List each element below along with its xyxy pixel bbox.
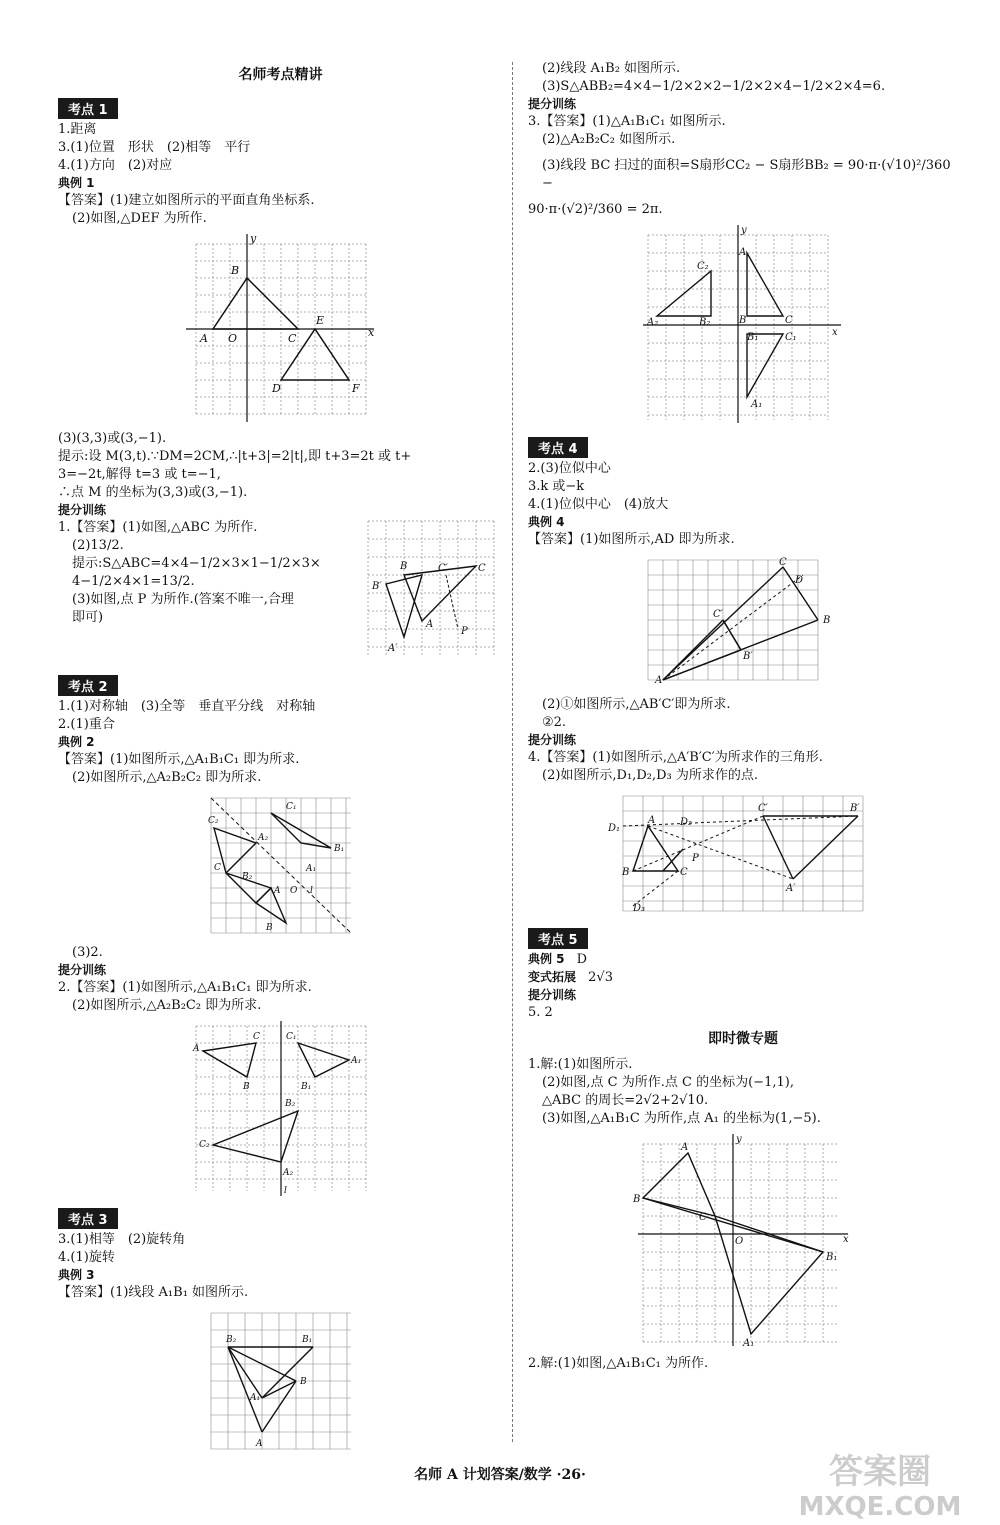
svg-text:D: D xyxy=(271,382,281,395)
svg-text:x: x xyxy=(367,326,374,339)
example-2-label: 典例 2 xyxy=(58,735,95,749)
kaodian-2-badge: 考点 2 xyxy=(58,675,118,696)
svg-text:A₁: A₁ xyxy=(249,1393,260,1403)
figure-topic-grid xyxy=(633,1134,853,1349)
train1-line: 1.【答案】(1)如图,△ABC 为所作. xyxy=(58,520,258,535)
svg-text:B₁: B₁ xyxy=(826,1252,838,1263)
example-4-label: 典例 4 xyxy=(528,515,565,529)
kd1-after-line: (3)(3,3)或(3,−1). xyxy=(58,431,167,446)
svg-text:C: C xyxy=(252,1032,260,1042)
figure-ex3-grid xyxy=(206,1308,356,1458)
ex2-answer-line: 【答案】(1)如图所示,△A₁B₁C₁ 即为所求. xyxy=(58,752,300,767)
svg-text:B: B xyxy=(400,561,408,572)
svg-text:A: A xyxy=(192,1044,199,1054)
example-1-label: 典例 1 xyxy=(58,176,95,190)
svg-text:C₁: C₁ xyxy=(285,802,296,812)
svg-text:A₂: A₂ xyxy=(282,1168,293,1178)
example-5-answer: D xyxy=(576,952,588,967)
svg-text:A₁: A₁ xyxy=(751,399,763,410)
ex4-after-line: (2)①如图所示,△AB′C′即为所求. xyxy=(542,697,731,712)
svg-text:D₃: D₃ xyxy=(633,903,646,914)
svg-text:C₂: C₂ xyxy=(198,1140,209,1150)
kaodian-1-badge: 考点 1 xyxy=(58,98,118,119)
topic-last-line: 2.解:(1)如图,△A₁B₁C₁ 为所作. xyxy=(528,1356,709,1371)
svg-text:B₁: B₁ xyxy=(300,1082,311,1092)
svg-text:C: C xyxy=(785,315,793,326)
svg-text:C: C xyxy=(779,557,787,568)
svg-text:C: C xyxy=(699,1212,707,1223)
kd1-line: 1.距离 xyxy=(58,122,97,137)
svg-text:C₁: C₁ xyxy=(785,332,797,343)
svg-text:B: B xyxy=(299,1377,307,1387)
svg-text:A₂: A₂ xyxy=(257,833,268,843)
page-title: 名师考点精讲 xyxy=(238,67,323,83)
train-label: 提分训练 xyxy=(528,988,577,1002)
ex4-after-line: ②2. xyxy=(542,715,567,730)
kd1-after-line: ∴点 M 的坐标为(3,3)或(3,−1). xyxy=(58,485,248,500)
svg-text:B₁: B₁ xyxy=(333,844,344,854)
svg-text:B′: B′ xyxy=(372,581,382,592)
svg-text:A: A xyxy=(255,1439,262,1449)
example-5-label: 典例 5 xyxy=(528,952,565,966)
svg-text:E: E xyxy=(315,314,324,327)
topic-title: 即时微专题 xyxy=(708,1031,778,1047)
svg-text:B₂: B₂ xyxy=(284,1099,295,1109)
kd4-line: 2.(3)位似中心 xyxy=(528,461,611,476)
ex2-after: (3)2. xyxy=(72,945,103,960)
svg-text:l: l xyxy=(283,1186,287,1196)
kd4-line: 3.k 或−k xyxy=(528,479,585,494)
figure-train4-grid xyxy=(608,791,878,916)
kaodian-4-badge: 考点 4 xyxy=(528,437,588,458)
svg-text:B: B xyxy=(823,615,831,626)
train-label: 提分训练 xyxy=(58,503,107,517)
figure-ex4-grid xyxy=(643,555,843,690)
svg-text:y: y xyxy=(741,225,747,236)
svg-text:A₁: A₁ xyxy=(305,864,316,874)
svg-text:C₁: C₁ xyxy=(285,1032,296,1042)
svg-text:B₁: B₁ xyxy=(747,332,759,343)
kaodian-3-badge: 考点 3 xyxy=(58,1208,118,1229)
svg-text:A: A xyxy=(426,619,434,630)
svg-text:A: A xyxy=(739,247,747,258)
svg-text:y: y xyxy=(736,1134,742,1145)
svg-text:A: A xyxy=(199,332,208,345)
svg-text:C₂: C₂ xyxy=(697,261,709,272)
right-column xyxy=(528,60,958,1373)
right-top-line: (3)S△ABB₂=4×4−1/2×2×2−1/2×2×4−1/2×2×4=6. xyxy=(542,79,886,94)
svg-text:B: B xyxy=(230,264,239,277)
ex1-answer-line: 【答案】(1)建立如图所示的平面直角坐标系. xyxy=(58,193,315,208)
kd3-line: 3.(1)相等 (2)旋转角 xyxy=(58,1232,186,1247)
svg-text:B₂: B₂ xyxy=(241,872,252,882)
right-top-line: (2)线段 A₁B₂ 如图所示. xyxy=(542,61,681,76)
example-3-label: 典例 3 xyxy=(58,1268,95,1282)
train-label: 提分训练 xyxy=(58,963,107,977)
svg-text:O: O xyxy=(227,332,237,345)
svg-text:A: A xyxy=(681,1142,689,1153)
ex4-answer-line: 【答案】(1)如图所示,AD 即为所求. xyxy=(528,532,735,547)
svg-text:P: P xyxy=(461,626,468,637)
train2-line: (2)如图所示,△A₂B₂C₂ 即为所求. xyxy=(72,998,262,1013)
svg-text:l: l xyxy=(309,886,313,896)
svg-text:A′: A′ xyxy=(388,643,398,654)
svg-text:D₁: D₁ xyxy=(608,823,621,834)
train4-line: (2)如图所示,D₁,D₂,D₃ 为所求作的点. xyxy=(542,768,758,783)
watermark-logo xyxy=(780,1445,980,1520)
kd4-line: 4.(1)位似中心 (4)放大 xyxy=(528,497,669,512)
svg-text:A: A xyxy=(273,886,280,896)
svg-text:B: B xyxy=(265,923,273,933)
svg-text:C: C xyxy=(680,867,688,878)
train5-answer: 5. 2 xyxy=(528,1005,553,1020)
figure-ex2-grid xyxy=(206,793,356,938)
svg-text:B′: B′ xyxy=(743,651,753,662)
train1-line: 即可) xyxy=(72,610,104,625)
svg-text:D: D xyxy=(795,575,804,586)
kd2-line: 1.(1)对称轴 (3)全等 垂直平分线 对称轴 xyxy=(58,699,316,714)
kd1-after-line: 提示:设 M(3,t).∵DM=2CM,∴|t+3|=2|t|,即 t+3=2t 或 t+ xyxy=(58,449,412,464)
topic-line: 1.解:(1)如图所示. xyxy=(528,1057,633,1072)
svg-text:x: x xyxy=(843,1234,849,1245)
svg-text:O: O xyxy=(735,1236,744,1247)
kd1-line: 4.(1)方向 (2)对应 xyxy=(58,158,173,173)
kd3-line: 4.(1)旋转 xyxy=(58,1250,115,1265)
svg-text:A₁: A₁ xyxy=(350,1056,361,1066)
figure-ex1-grid xyxy=(186,234,376,424)
svg-text:A₁: A₁ xyxy=(743,1338,755,1349)
svg-text:P: P xyxy=(692,853,699,864)
svg-text:C′: C′ xyxy=(438,563,448,574)
svg-text:B₂: B₂ xyxy=(225,1335,236,1345)
svg-text:C₂: C₂ xyxy=(207,816,218,826)
topic-line: (3)如图,△A₁B₁C 为所作,点 A₁ 的坐标为(1,−5). xyxy=(542,1111,821,1126)
figure-train1-grid xyxy=(366,519,496,659)
svg-text:B: B xyxy=(622,867,630,878)
train2-line: 2.【答案】(1)如图所示,△A₁B₁C₁ 即为所求. xyxy=(58,980,312,995)
figure-train2-grid xyxy=(191,1021,371,1196)
svg-text:C′: C′ xyxy=(758,803,768,814)
ex3-answer-line: 【答案】(1)线段 A₁B₁ 如图所示. xyxy=(58,1285,249,1300)
page-footer: 名师 A 计划答案/数学 ·26· xyxy=(414,1467,586,1483)
ex5-row xyxy=(528,951,958,969)
svg-text:B: B xyxy=(242,1082,250,1092)
svg-text:B: B xyxy=(633,1194,641,1205)
svg-text:O: O xyxy=(289,886,297,896)
svg-text:C′: C′ xyxy=(713,609,723,620)
kd1-line: 3.(1)位置 形状 (2)相等 平行 xyxy=(58,140,251,155)
topic-line: △ABC 的周长=2√2+2√10. xyxy=(542,1093,709,1108)
svg-text:B₁: B₁ xyxy=(301,1335,312,1345)
train1-line: 4−1/2×4×1=13/2. xyxy=(72,574,195,589)
kaodian-5-badge: 考点 5 xyxy=(528,928,588,949)
kd2-line: 2.(1)重合 xyxy=(58,717,115,732)
variant-label: 变式拓展 xyxy=(528,970,577,984)
svg-text:B′: B′ xyxy=(850,803,860,814)
ex2-answer-line: (2)如图所示,△A₂B₂C₂ 即为所求. xyxy=(72,770,262,785)
svg-text:F: F xyxy=(351,382,360,395)
var-row xyxy=(528,969,958,987)
watermark-text-cn: 答案圈 xyxy=(829,1452,931,1492)
svg-text:B₂: B₂ xyxy=(699,317,711,328)
train3-line: (2)△A₂B₂C₂ 如图所示. xyxy=(542,132,676,147)
topic-line: (2)如图,点 C 为所作.点 C 的坐标为(−1,1), xyxy=(542,1075,794,1090)
watermark-text-url: MXQE.COM xyxy=(798,1492,962,1520)
kd1-after-line: 3=−2t,解得 t=3 或 t=−1, xyxy=(58,467,221,482)
train1-block xyxy=(58,519,503,669)
left-column xyxy=(58,60,503,1464)
ex1-answer-line: (2)如图,△DEF 为所作. xyxy=(72,211,207,226)
svg-text:x: x xyxy=(832,327,838,338)
svg-text:D₂: D₂ xyxy=(680,817,693,828)
figure-train3-grid xyxy=(643,225,843,425)
train-label: 提分训练 xyxy=(528,97,577,111)
svg-text:C: C xyxy=(213,863,221,873)
svg-text:A: A xyxy=(648,815,656,826)
svg-text:C: C xyxy=(287,332,296,345)
column-divider xyxy=(512,62,513,1442)
svg-text:A′: A′ xyxy=(786,883,796,894)
train3-line: (3)线段 BC 扫过的面积=S扇形CC₂ − S扇形BB₂ = 90·π·(√10)²/360 − xyxy=(542,158,951,191)
train1-line: (2)13/2. xyxy=(72,538,124,553)
variant-answer: 2√3 xyxy=(588,970,613,985)
train3-line: 3.【答案】(1)△A₁B₁C₁ 如图所示. xyxy=(528,114,726,129)
train-label: 提分训练 xyxy=(528,733,577,747)
train1-line: 提示:S△ABC=4×4−1/2×3×1−1/2×3× xyxy=(72,556,321,571)
svg-text:y: y xyxy=(249,234,256,245)
svg-text:C: C xyxy=(478,563,486,574)
svg-text:B: B xyxy=(739,315,747,326)
svg-text:A₂: A₂ xyxy=(647,317,659,328)
svg-text:A: A xyxy=(655,675,663,686)
train1-line: (3)如图,点 P 为所作.(答案不唯一,合理 xyxy=(72,592,294,607)
train3-line: 90·π·(√2)²/360 = 2π. xyxy=(528,202,663,217)
train4-line: 4.【答案】(1)如图所示,△A′B′C′为所求作的三角形. xyxy=(528,750,823,765)
